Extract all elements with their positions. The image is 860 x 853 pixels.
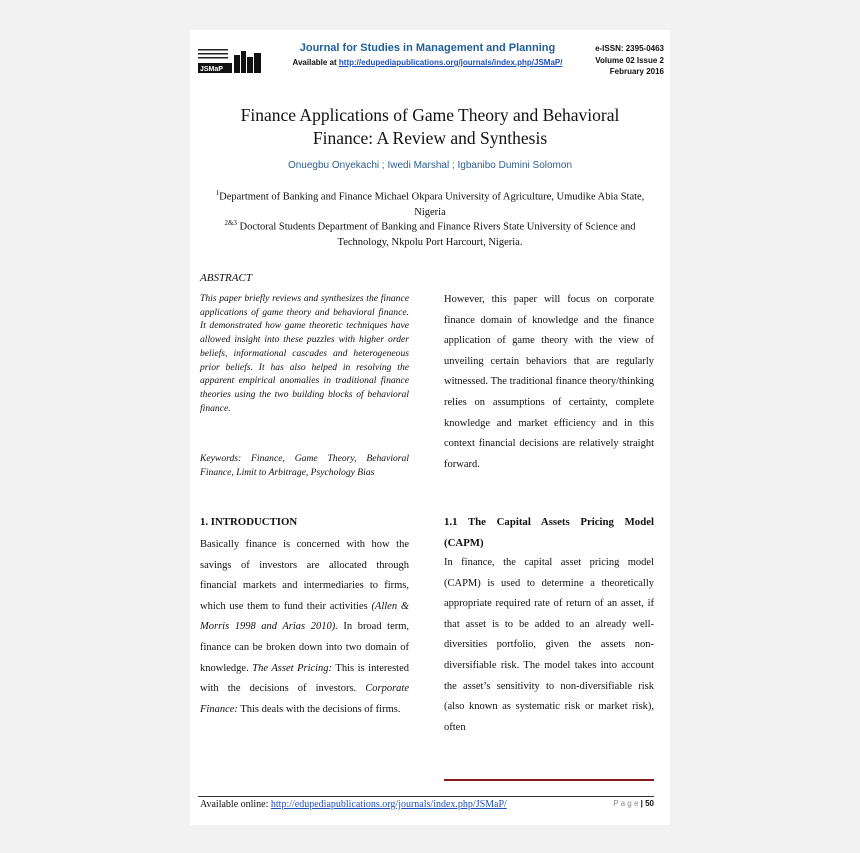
page-number [613, 799, 654, 808]
availability-line [260, 58, 595, 67]
logo-text: JSMaP [200, 66, 223, 73]
affiliation-1-mark: 1 [215, 189, 220, 197]
intro-text-4: This deals with the decisions of firms. [240, 703, 401, 715]
paper-page [190, 30, 670, 825]
affiliation-1-text: Department of Banking and Finance Michael Okpara University of Agriculture, Umudike Abia State, Nigeria [219, 191, 645, 218]
paper-title [210, 104, 650, 150]
intro-text-3: This is interested with the decisions of investors. [200, 662, 409, 695]
capm-body: In finance, the capital asset pricing model (CAPM) is used to determine a theoretically appropriate required rate of return of an asset, if that asset is to be added to an already well-diversities portfolio, given the assets non-diversifiable risk. The model takes into account the asset’s sensitivity to non-diversifiable risk (also known as systematic risk or market risk), often [444, 557, 654, 733]
abstract-heading: ABSTRACT [200, 272, 252, 284]
title-line-2: Finance: A Review and Synthesis [312, 128, 548, 148]
page-number-value: | 50 [640, 799, 654, 808]
issn: e-ISSN: 2395-0463 [595, 44, 664, 53]
footer-url-link[interactable]: http://edupediapublications.org/journals/index.php/JSMaP/ [270, 799, 507, 810]
abstract-body: This paper briefly reviews and synthesizes the finance applications of game theory and behavioral finance. It demonstrated how game theoretic techniques have allowed insight into these puzzles with higher order beliefs, informational cascades and heterogeneous prior beliefs. It has also helped in resolving the apparent empirical anomalies in traditional finance theories using the two building blocks of behavioral finance. [200, 293, 409, 414]
author-list: Onuegbu Onyekachi ; Iwedi Marshal ; Igbanibo Dumini Solomon [287, 160, 573, 171]
affiliation-2-mark: 2&3 [224, 219, 237, 227]
affiliation-1 [200, 186, 660, 220]
affiliation-2-text: Doctoral Students Department of Banking and Finance Rivers State University of Science and Technology, Nkpolu Port Harcourt, Nigeria. [239, 221, 636, 248]
keywords: Keywords: Finance, Game Theory, Behavioral Finance, Limit to Arbitrage, Psychology Bias [200, 453, 409, 478]
right-column-paragraph: However, this paper will focus on corporate finance domain of knowledge and the finance application of game theory with the view of unveiling certain behaviors that are regularly witnessed. The traditional finance theory/thinking relies on assumptions of certainty, complete knowledge and market efficiency and in this context financial decisions are relatively straight forward. [444, 294, 654, 470]
intro-citation: (Allen & Morris 1998 and Arias 2010). [200, 600, 410, 633]
introduction-body [200, 535, 409, 720]
footer-rule [198, 796, 654, 797]
corporate-finance-term: Corporate Finance: [200, 683, 410, 715]
issue-meta [595, 43, 664, 78]
asset-pricing-term: The Asset Pricing: [252, 662, 333, 674]
capm-heading: 1.1 The Capital Assets Pricing Model (CAPM) [444, 516, 654, 549]
journal-name: Journal for Studies in Management and Planning [299, 42, 556, 54]
footer [200, 799, 507, 810]
title-line-1: Finance Applications of Game Theory and Behavioral [240, 105, 620, 125]
available-prefix: Available at [292, 58, 337, 67]
issue-date: February 2016 [609, 67, 664, 76]
volume-issue: Volume 02 Issue 2 [595, 55, 664, 65]
page-label: P a g e [613, 799, 639, 808]
journal-url-link[interactable]: http://edupediapublications.org/journals/index.php/JSMaP/ [338, 58, 563, 67]
journal-logo [198, 47, 263, 73]
intro-text-1: Basically finance is concerned with how the savings of investors are allocated through financial markets and intermediaries to firms, which use them to fund their activities [200, 539, 409, 612]
footer-label: Available online: [200, 799, 269, 810]
intro-text-2: In broad term, finance can be broken down into two domain of knowledge. [200, 621, 410, 674]
introduction-heading: 1. INTRODUCTION [200, 516, 298, 528]
affiliation-2 [200, 216, 660, 250]
column-end-rule [444, 779, 654, 781]
